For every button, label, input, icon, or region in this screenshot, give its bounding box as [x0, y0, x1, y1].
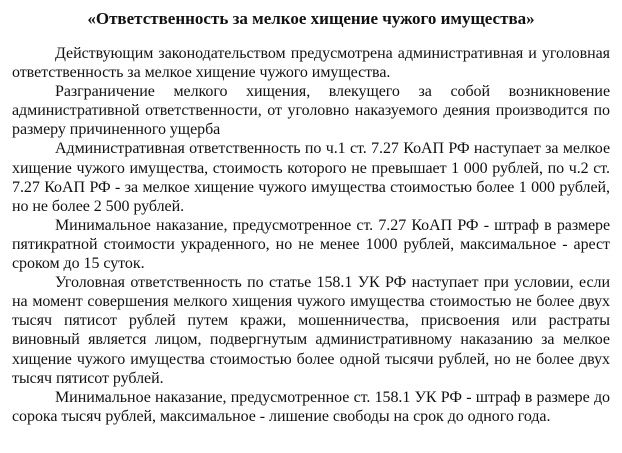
document-title: «Ответственность за мелкое хищение чужого имущества» — [87, 9, 535, 28]
paragraph-intro: Действующим законодательством предусмотрена административная и уголовная ответственность за мелкое хищение чужого имущества. — [12, 45, 610, 82]
paragraph-criminal-liability: Уголовная ответственность по статье 158.1 УК РФ наступает при условии, если на момент совершения мелкого хищения чужого имущества стоимостью не более двух тысяч пятисот рублей путем кражи, мошенничества, присвоения или растраты виновный является лицом, подвергнутым административному наказанию за мелкое хищение чужого имущества стоимостью более одной тысячи рублей, но не более двух тысяч пятисот рублей. — [12, 274, 610, 387]
paragraph-distinction: Разграничение мелкого хищения, влекущего за собой возникновение административной ответственности, от уголовно наказуемого деяния производится по размеру причиненного ущерба — [12, 83, 610, 139]
paragraph-criminal-penalty: Минимальное наказание, предусмотренное ст. 158.1 УК РФ - штраф в размере до сорока тысяч рублей, максимальное - лишение свободы на срок до одного года. — [12, 388, 610, 425]
paragraph-administrative-liability: Административная ответственность по ч.1 ст. 7.27 КоАП РФ наступает за мелкое хищение чужого имущества, стоимость которого не превышает 1 000 рублей, по ч.2 ст. 7.27 КоАП РФ - за мелкое хищение чужого имущества стоимостью более 1 000 рублей, но не более 2 500 рублей. — [12, 140, 610, 215]
paragraph-administrative-penalty: Минимальное наказание, предусмотренное ст. 7.27 КоАП РФ - штраф в размере пятикратной стоимости украденного, но не менее 1000 рублей, максимальное - арест сроком до 15 суток. — [12, 216, 610, 273]
